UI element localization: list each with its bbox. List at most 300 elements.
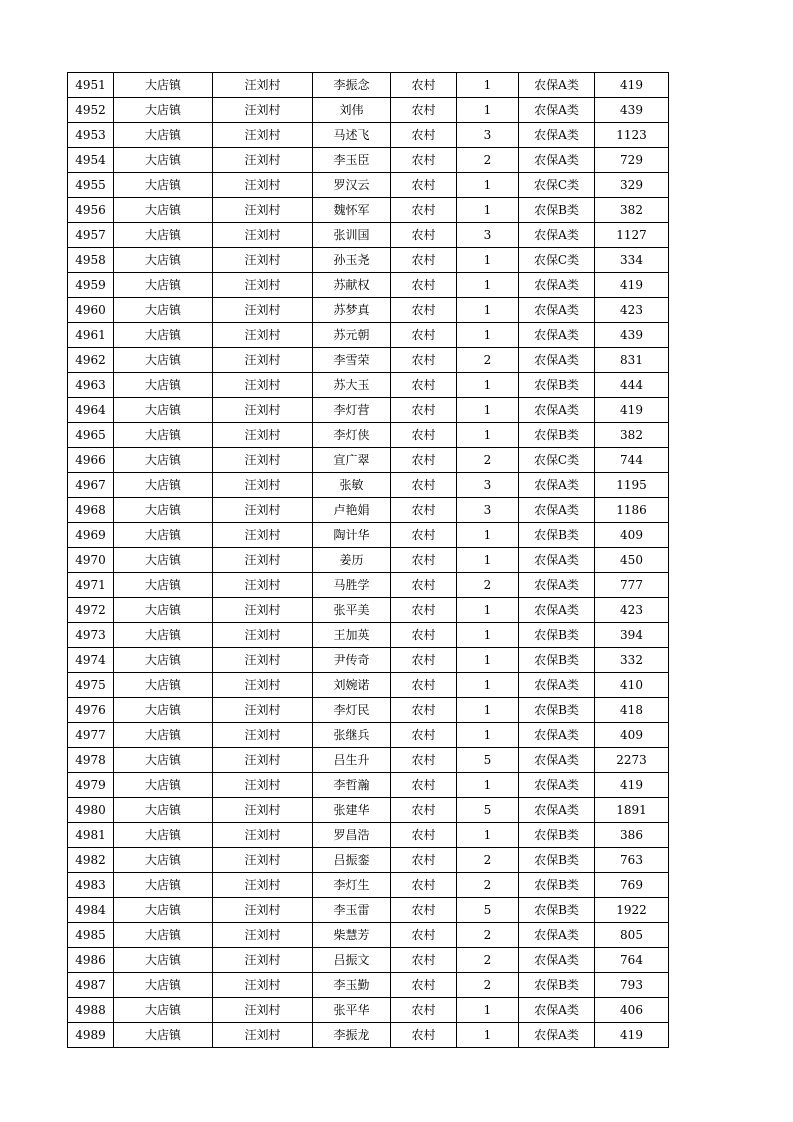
name-cell: 陶计华 xyxy=(313,523,391,548)
household-type-cell: 农村 xyxy=(391,923,457,948)
town-cell: 大店镇 xyxy=(114,323,213,348)
amount-cell: 394 xyxy=(595,623,669,648)
row-number-cell: 4985 xyxy=(68,923,114,948)
town-cell: 大店镇 xyxy=(114,473,213,498)
member-count-cell: 1 xyxy=(457,998,519,1023)
name-cell: 马胜学 xyxy=(313,573,391,598)
name-cell: 张继兵 xyxy=(313,723,391,748)
insurance-category-cell: 农保B类 xyxy=(519,198,595,223)
member-count-cell: 1 xyxy=(457,73,519,98)
household-type-cell: 农村 xyxy=(391,73,457,98)
village-cell: 汪刘村 xyxy=(213,798,313,823)
row-number-cell: 4976 xyxy=(68,698,114,723)
member-count-cell: 1 xyxy=(457,273,519,298)
household-type-cell: 农村 xyxy=(391,773,457,798)
member-count-cell: 1 xyxy=(457,323,519,348)
name-cell: 李雪荣 xyxy=(313,348,391,373)
household-type-cell: 农村 xyxy=(391,373,457,398)
town-cell: 大店镇 xyxy=(114,123,213,148)
table-row xyxy=(68,198,669,223)
member-count-cell: 2 xyxy=(457,923,519,948)
row-number-cell: 4984 xyxy=(68,898,114,923)
amount-cell: 763 xyxy=(595,848,669,873)
household-type-cell: 农村 xyxy=(391,148,457,173)
town-cell: 大店镇 xyxy=(114,498,213,523)
row-number-cell: 4979 xyxy=(68,773,114,798)
village-cell: 汪刘村 xyxy=(213,598,313,623)
household-type-cell: 农村 xyxy=(391,98,457,123)
member-count-cell: 5 xyxy=(457,898,519,923)
name-cell: 李哲瀚 xyxy=(313,773,391,798)
member-count-cell: 1 xyxy=(457,198,519,223)
amount-cell: 419 xyxy=(595,773,669,798)
table-row xyxy=(68,73,669,98)
insurance-category-cell: 农保A类 xyxy=(519,123,595,148)
village-cell: 汪刘村 xyxy=(213,748,313,773)
member-count-cell: 1 xyxy=(457,523,519,548)
name-cell: 张建华 xyxy=(313,798,391,823)
amount-cell: 332 xyxy=(595,648,669,673)
member-count-cell: 2 xyxy=(457,948,519,973)
table-row xyxy=(68,748,669,773)
row-number-cell: 4968 xyxy=(68,498,114,523)
amount-cell: 386 xyxy=(595,823,669,848)
table-row xyxy=(68,348,669,373)
household-type-cell: 农村 xyxy=(391,573,457,598)
name-cell: 马述飞 xyxy=(313,123,391,148)
name-cell: 李灯民 xyxy=(313,698,391,723)
member-count-cell: 1 xyxy=(457,1023,519,1048)
household-type-cell: 农村 xyxy=(391,598,457,623)
amount-cell: 1127 xyxy=(595,223,669,248)
village-cell: 汪刘村 xyxy=(213,698,313,723)
household-type-cell: 农村 xyxy=(391,798,457,823)
insurance-category-cell: 农保A类 xyxy=(519,948,595,973)
insurance-category-cell: 农保A类 xyxy=(519,748,595,773)
insurance-category-cell: 农保A类 xyxy=(519,73,595,98)
insurance-category-cell: 农保C类 xyxy=(519,248,595,273)
village-cell: 汪刘村 xyxy=(213,73,313,98)
name-cell: 苏梦真 xyxy=(313,298,391,323)
household-type-cell: 农村 xyxy=(391,823,457,848)
village-cell: 汪刘村 xyxy=(213,523,313,548)
town-cell: 大店镇 xyxy=(114,673,213,698)
insurance-category-cell: 农保A类 xyxy=(519,223,595,248)
name-cell: 罗昌浩 xyxy=(313,823,391,848)
insurance-category-cell: 农保A类 xyxy=(519,398,595,423)
name-cell: 张平华 xyxy=(313,998,391,1023)
name-cell: 宣广翠 xyxy=(313,448,391,473)
table-row xyxy=(68,298,669,323)
member-count-cell: 3 xyxy=(457,473,519,498)
amount-cell: 423 xyxy=(595,598,669,623)
member-count-cell: 2 xyxy=(457,448,519,473)
table-row xyxy=(68,948,669,973)
town-cell: 大店镇 xyxy=(114,548,213,573)
name-cell: 吕振文 xyxy=(313,948,391,973)
household-type-cell: 农村 xyxy=(391,123,457,148)
amount-cell: 382 xyxy=(595,423,669,448)
name-cell: 苏元朝 xyxy=(313,323,391,348)
name-cell: 李灯营 xyxy=(313,398,391,423)
table-row xyxy=(68,1023,669,1048)
name-cell: 刘婉诺 xyxy=(313,673,391,698)
household-type-cell: 农村 xyxy=(391,423,457,448)
table-row xyxy=(68,698,669,723)
member-count-cell: 1 xyxy=(457,723,519,748)
insurance-category-cell: 农保A类 xyxy=(519,298,595,323)
table-row xyxy=(68,323,669,348)
name-cell: 李玉雷 xyxy=(313,898,391,923)
village-cell: 汪刘村 xyxy=(213,773,313,798)
table-row xyxy=(68,473,669,498)
town-cell: 大店镇 xyxy=(114,348,213,373)
row-number-cell: 4980 xyxy=(68,798,114,823)
insurance-category-cell: 农保B类 xyxy=(519,648,595,673)
table-row xyxy=(68,173,669,198)
row-number-cell: 4977 xyxy=(68,723,114,748)
member-count-cell: 2 xyxy=(457,573,519,598)
insurance-category-cell: 农保A类 xyxy=(519,998,595,1023)
table-row xyxy=(68,723,669,748)
row-number-cell: 4989 xyxy=(68,1023,114,1048)
row-number-cell: 4983 xyxy=(68,873,114,898)
amount-cell: 764 xyxy=(595,948,669,973)
village-cell: 汪刘村 xyxy=(213,373,313,398)
row-number-cell: 4963 xyxy=(68,373,114,398)
member-count-cell: 1 xyxy=(457,373,519,398)
name-cell: 王加英 xyxy=(313,623,391,648)
village-cell: 汪刘村 xyxy=(213,873,313,898)
table-body xyxy=(68,73,669,1048)
table-row xyxy=(68,523,669,548)
member-count-cell: 2 xyxy=(457,848,519,873)
table-row xyxy=(68,973,669,998)
table-row xyxy=(68,273,669,298)
town-cell: 大店镇 xyxy=(114,173,213,198)
member-count-cell: 3 xyxy=(457,223,519,248)
name-cell: 孙玉尧 xyxy=(313,248,391,273)
row-number-cell: 4960 xyxy=(68,298,114,323)
village-cell: 汪刘村 xyxy=(213,998,313,1023)
amount-cell: 419 xyxy=(595,1023,669,1048)
table-row xyxy=(68,223,669,248)
member-count-cell: 1 xyxy=(457,423,519,448)
table-row xyxy=(68,798,669,823)
amount-cell: 777 xyxy=(595,573,669,598)
town-cell: 大店镇 xyxy=(114,973,213,998)
household-type-cell: 农村 xyxy=(391,198,457,223)
household-type-cell: 农村 xyxy=(391,948,457,973)
row-number-cell: 4956 xyxy=(68,198,114,223)
household-type-cell: 农村 xyxy=(391,223,457,248)
village-cell: 汪刘村 xyxy=(213,1023,313,1048)
town-cell: 大店镇 xyxy=(114,398,213,423)
village-cell: 汪刘村 xyxy=(213,148,313,173)
member-count-cell: 1 xyxy=(457,648,519,673)
village-cell: 汪刘村 xyxy=(213,673,313,698)
member-count-cell: 1 xyxy=(457,98,519,123)
insurance-category-cell: 农保A类 xyxy=(519,923,595,948)
insurance-category-cell: 农保A类 xyxy=(519,773,595,798)
village-cell: 汪刘村 xyxy=(213,123,313,148)
table-row xyxy=(68,648,669,673)
village-cell: 汪刘村 xyxy=(213,723,313,748)
name-cell: 吕生升 xyxy=(313,748,391,773)
table-row xyxy=(68,548,669,573)
table-row xyxy=(68,848,669,873)
household-type-cell: 农村 xyxy=(391,323,457,348)
insurance-category-cell: 农保B类 xyxy=(519,523,595,548)
household-type-cell: 农村 xyxy=(391,723,457,748)
member-count-cell: 1 xyxy=(457,698,519,723)
town-cell: 大店镇 xyxy=(114,773,213,798)
row-number-cell: 4964 xyxy=(68,398,114,423)
village-cell: 汪刘村 xyxy=(213,473,313,498)
amount-cell: 439 xyxy=(595,323,669,348)
village-cell: 汪刘村 xyxy=(213,848,313,873)
household-type-cell: 农村 xyxy=(391,398,457,423)
amount-cell: 334 xyxy=(595,248,669,273)
records-table xyxy=(67,72,669,1048)
table-row xyxy=(68,773,669,798)
table-row xyxy=(68,148,669,173)
row-number-cell: 4965 xyxy=(68,423,114,448)
town-cell: 大店镇 xyxy=(114,273,213,298)
village-cell: 汪刘村 xyxy=(213,348,313,373)
row-number-cell: 4973 xyxy=(68,623,114,648)
amount-cell: 406 xyxy=(595,998,669,1023)
village-cell: 汪刘村 xyxy=(213,573,313,598)
member-count-cell: 1 xyxy=(457,598,519,623)
insurance-category-cell: 农保B类 xyxy=(519,873,595,898)
member-count-cell: 2 xyxy=(457,148,519,173)
insurance-category-cell: 农保A类 xyxy=(519,98,595,123)
amount-cell: 744 xyxy=(595,448,669,473)
table-row xyxy=(68,573,669,598)
town-cell: 大店镇 xyxy=(114,848,213,873)
household-type-cell: 农村 xyxy=(391,523,457,548)
insurance-category-cell: 农保A类 xyxy=(519,598,595,623)
row-number-cell: 4978 xyxy=(68,748,114,773)
village-cell: 汪刘村 xyxy=(213,273,313,298)
town-cell: 大店镇 xyxy=(114,198,213,223)
village-cell: 汪刘村 xyxy=(213,448,313,473)
amount-cell: 423 xyxy=(595,298,669,323)
row-number-cell: 4981 xyxy=(68,823,114,848)
town-cell: 大店镇 xyxy=(114,73,213,98)
table-row xyxy=(68,873,669,898)
insurance-category-cell: 农保A类 xyxy=(519,473,595,498)
table-row xyxy=(68,998,669,1023)
insurance-category-cell: 农保A类 xyxy=(519,348,595,373)
village-cell: 汪刘村 xyxy=(213,198,313,223)
name-cell: 罗汉云 xyxy=(313,173,391,198)
amount-cell: 439 xyxy=(595,98,669,123)
member-count-cell: 1 xyxy=(457,173,519,198)
table-row xyxy=(68,98,669,123)
insurance-category-cell: 农保A类 xyxy=(519,573,595,598)
amount-cell: 419 xyxy=(595,73,669,98)
name-cell: 卢艳娟 xyxy=(313,498,391,523)
amount-cell: 329 xyxy=(595,173,669,198)
table-row xyxy=(68,373,669,398)
row-number-cell: 4962 xyxy=(68,348,114,373)
row-number-cell: 4971 xyxy=(68,573,114,598)
insurance-category-cell: 农保A类 xyxy=(519,148,595,173)
town-cell: 大店镇 xyxy=(114,898,213,923)
village-cell: 汪刘村 xyxy=(213,298,313,323)
insurance-category-cell: 农保B类 xyxy=(519,623,595,648)
town-cell: 大店镇 xyxy=(114,298,213,323)
name-cell: 张敏 xyxy=(313,473,391,498)
row-number-cell: 4954 xyxy=(68,148,114,173)
member-count-cell: 3 xyxy=(457,123,519,148)
household-type-cell: 农村 xyxy=(391,973,457,998)
name-cell: 苏献权 xyxy=(313,273,391,298)
amount-cell: 1922 xyxy=(595,898,669,923)
row-number-cell: 4961 xyxy=(68,323,114,348)
village-cell: 汪刘村 xyxy=(213,898,313,923)
name-cell: 柴慧芳 xyxy=(313,923,391,948)
member-count-cell: 1 xyxy=(457,248,519,273)
insurance-category-cell: 农保A类 xyxy=(519,798,595,823)
amount-cell: 409 xyxy=(595,723,669,748)
town-cell: 大店镇 xyxy=(114,873,213,898)
row-number-cell: 4966 xyxy=(68,448,114,473)
name-cell: 李灯侠 xyxy=(313,423,391,448)
amount-cell: 1891 xyxy=(595,798,669,823)
town-cell: 大店镇 xyxy=(114,223,213,248)
insurance-category-cell: 农保A类 xyxy=(519,323,595,348)
town-cell: 大店镇 xyxy=(114,448,213,473)
town-cell: 大店镇 xyxy=(114,373,213,398)
village-cell: 汪刘村 xyxy=(213,323,313,348)
table-row xyxy=(68,248,669,273)
village-cell: 汪刘村 xyxy=(213,923,313,948)
row-number-cell: 4972 xyxy=(68,598,114,623)
household-type-cell: 农村 xyxy=(391,848,457,873)
row-number-cell: 4988 xyxy=(68,998,114,1023)
member-count-cell: 1 xyxy=(457,823,519,848)
village-cell: 汪刘村 xyxy=(213,98,313,123)
amount-cell: 418 xyxy=(595,698,669,723)
household-type-cell: 农村 xyxy=(391,898,457,923)
row-number-cell: 4969 xyxy=(68,523,114,548)
town-cell: 大店镇 xyxy=(114,523,213,548)
village-cell: 汪刘村 xyxy=(213,173,313,198)
town-cell: 大店镇 xyxy=(114,798,213,823)
insurance-category-cell: 农保B类 xyxy=(519,848,595,873)
table-row xyxy=(68,673,669,698)
household-type-cell: 农村 xyxy=(391,448,457,473)
insurance-category-cell: 农保C类 xyxy=(519,448,595,473)
household-type-cell: 农村 xyxy=(391,498,457,523)
row-number-cell: 4958 xyxy=(68,248,114,273)
insurance-category-cell: 农保A类 xyxy=(519,548,595,573)
town-cell: 大店镇 xyxy=(114,573,213,598)
name-cell: 李玉臣 xyxy=(313,148,391,173)
row-number-cell: 4967 xyxy=(68,473,114,498)
town-cell: 大店镇 xyxy=(114,148,213,173)
row-number-cell: 4957 xyxy=(68,223,114,248)
name-cell: 尹传奇 xyxy=(313,648,391,673)
household-type-cell: 农村 xyxy=(391,248,457,273)
town-cell: 大店镇 xyxy=(114,248,213,273)
insurance-category-cell: 农保A类 xyxy=(519,673,595,698)
insurance-category-cell: 农保A类 xyxy=(519,498,595,523)
member-count-cell: 5 xyxy=(457,748,519,773)
name-cell: 刘伟 xyxy=(313,98,391,123)
row-number-cell: 4982 xyxy=(68,848,114,873)
household-type-cell: 农村 xyxy=(391,873,457,898)
amount-cell: 769 xyxy=(595,873,669,898)
row-number-cell: 4952 xyxy=(68,98,114,123)
name-cell: 张训国 xyxy=(313,223,391,248)
row-number-cell: 4975 xyxy=(68,673,114,698)
household-type-cell: 农村 xyxy=(391,648,457,673)
name-cell: 李振龙 xyxy=(313,1023,391,1048)
town-cell: 大店镇 xyxy=(114,748,213,773)
member-count-cell: 1 xyxy=(457,623,519,648)
town-cell: 大店镇 xyxy=(114,723,213,748)
member-count-cell: 2 xyxy=(457,873,519,898)
village-cell: 汪刘村 xyxy=(213,423,313,448)
amount-cell: 2273 xyxy=(595,748,669,773)
member-count-cell: 1 xyxy=(457,298,519,323)
insurance-category-cell: 农保C类 xyxy=(519,173,595,198)
household-type-cell: 农村 xyxy=(391,298,457,323)
row-number-cell: 4955 xyxy=(68,173,114,198)
row-number-cell: 4986 xyxy=(68,948,114,973)
member-count-cell: 2 xyxy=(457,973,519,998)
household-type-cell: 农村 xyxy=(391,748,457,773)
amount-cell: 1186 xyxy=(595,498,669,523)
name-cell: 姜历 xyxy=(313,548,391,573)
household-type-cell: 农村 xyxy=(391,998,457,1023)
insurance-category-cell: 农保A类 xyxy=(519,1023,595,1048)
village-cell: 汪刘村 xyxy=(213,623,313,648)
town-cell: 大店镇 xyxy=(114,1023,213,1048)
amount-cell: 410 xyxy=(595,673,669,698)
member-count-cell: 3 xyxy=(457,498,519,523)
amount-cell: 729 xyxy=(595,148,669,173)
table-row xyxy=(68,398,669,423)
town-cell: 大店镇 xyxy=(114,598,213,623)
village-cell: 汪刘村 xyxy=(213,398,313,423)
insurance-category-cell: 农保A类 xyxy=(519,273,595,298)
household-type-cell: 农村 xyxy=(391,548,457,573)
amount-cell: 409 xyxy=(595,523,669,548)
table-row xyxy=(68,123,669,148)
member-count-cell: 2 xyxy=(457,348,519,373)
town-cell: 大店镇 xyxy=(114,948,213,973)
row-number-cell: 4970 xyxy=(68,548,114,573)
member-count-cell: 1 xyxy=(457,773,519,798)
insurance-category-cell: 农保A类 xyxy=(519,723,595,748)
name-cell: 李灯生 xyxy=(313,873,391,898)
member-count-cell: 1 xyxy=(457,548,519,573)
household-type-cell: 农村 xyxy=(391,623,457,648)
member-count-cell: 5 xyxy=(457,798,519,823)
village-cell: 汪刘村 xyxy=(213,973,313,998)
town-cell: 大店镇 xyxy=(114,423,213,448)
amount-cell: 419 xyxy=(595,398,669,423)
household-type-cell: 农村 xyxy=(391,698,457,723)
name-cell: 魏怀军 xyxy=(313,198,391,223)
town-cell: 大店镇 xyxy=(114,98,213,123)
insurance-category-cell: 农保B类 xyxy=(519,823,595,848)
